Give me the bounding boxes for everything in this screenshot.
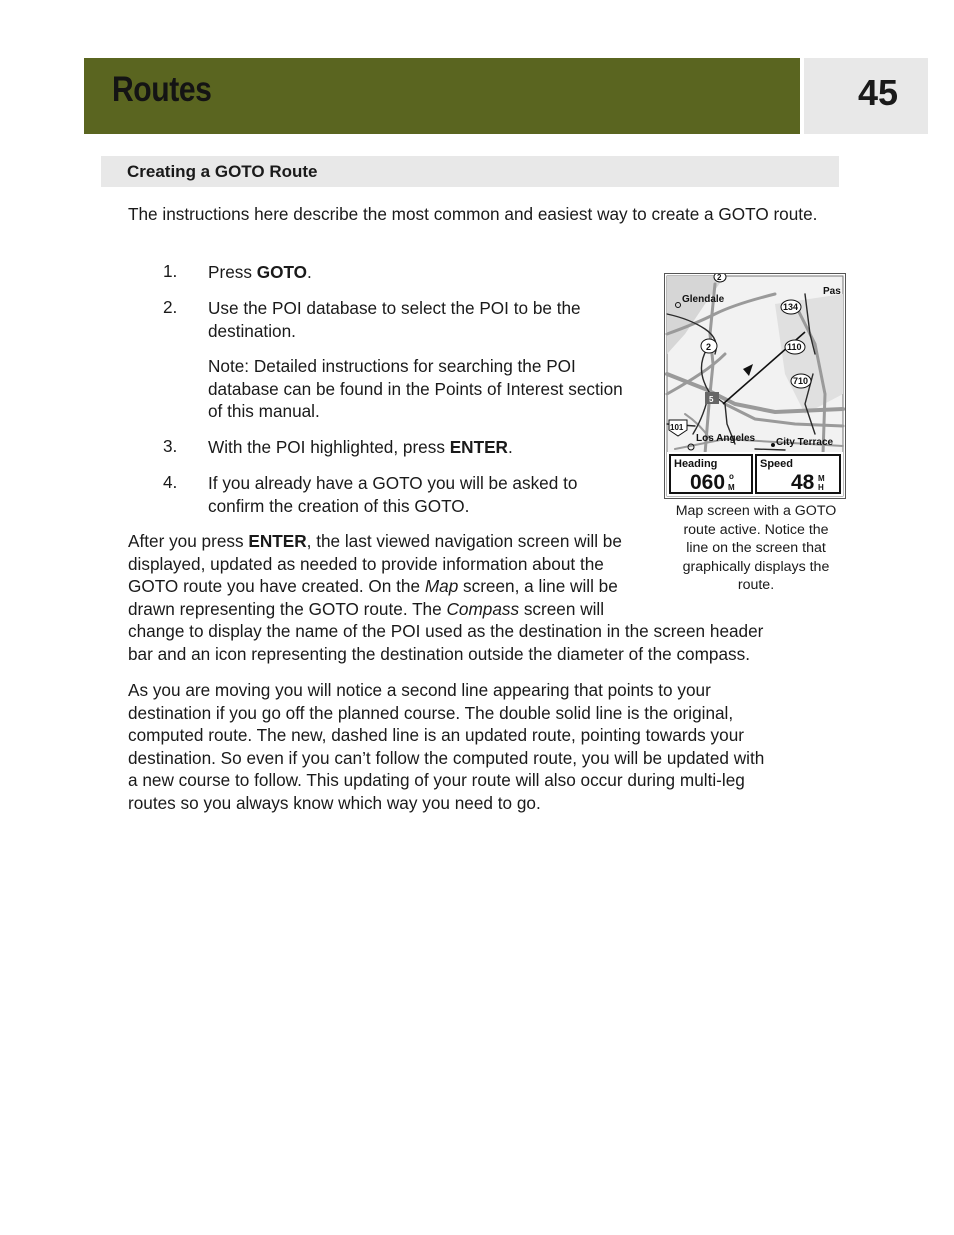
heading-field-label: Heading <box>674 458 718 470</box>
section-heading-bar <box>101 156 839 187</box>
step-text: With the POI highlighted, press ENTER. <box>208 437 513 457</box>
heading-unit-degree: o <box>729 472 734 481</box>
route-shield-5: 5 <box>709 395 714 404</box>
step-number: 4. <box>163 472 178 492</box>
note-text: Note: Detailed instructions for searching the POI database can be found in the Points of Interest section of this manual. <box>208 356 623 421</box>
map-screen-image <box>665 274 845 498</box>
step-text: Use the POI database to select the POI to be the destination. <box>208 298 581 341</box>
heading-unit-m: M <box>728 483 735 492</box>
route-shield-710: 710 <box>793 376 809 386</box>
step-number: 2. <box>163 297 178 317</box>
step-text: If you already have a GOTO you will be asked to confirm the creation of this GOTO. <box>208 473 578 516</box>
chapter-header-bar <box>84 58 800 134</box>
section-title: Creating a GOTO Route <box>127 162 318 181</box>
map-label-city-terrace: City Terrace <box>776 437 834 448</box>
intro-paragraph: The instructions here describe the most common and easiest way to create a GOTO route. <box>128 204 818 224</box>
figure-caption: Map screen with a GOTO route active. Notice the line on the screen that graphically displays the route. <box>675 503 837 593</box>
after-enter-paragraph: After you press ENTER, the last viewed navigation screen will be displayed, updated as needed to provide information about the GOTO route you have created. On the Map screen, a line will be drawn representing the GOTO route. The Compass screen will change to display the name of the POI used as the destination in the screen header bar and an icon representing the destination outside the diameter of the compass. <box>128 531 764 664</box>
route-shield-110: 110 <box>787 342 802 352</box>
page-number: 45 <box>857 72 898 113</box>
moving-paragraph: As you are moving you will notice a second line appearing that points to your destination if you go off the planned course. The double solid line is the original, computed route. The new, dashed line is an updated route, pointing towards your destination. So even if you can’t follow the computed route, you will be updated with a new course to follow. This updating of your route will also occur during multi-leg routes so you always know which way you need to go. <box>128 680 765 813</box>
speed-unit-m: M <box>818 474 825 483</box>
step-text: Press GOTO. <box>208 262 312 282</box>
speed-unit-h: H <box>818 483 824 492</box>
gps-map-screen-figure <box>664 273 846 499</box>
map-label-los-angeles: Los Angeles <box>696 433 756 444</box>
route-shield-2-top: 2 <box>717 274 722 282</box>
chapter-title: Routes <box>112 70 212 109</box>
heading-field-value: 060 <box>690 471 726 494</box>
step-number: 1. <box>163 261 178 281</box>
route-shield-2: 2 <box>706 342 712 352</box>
speed-field-label: Speed <box>760 458 794 470</box>
route-shield-134: 134 <box>783 302 799 312</box>
map-label-pas: Pas <box>823 286 841 297</box>
map-label-glendale: Glendale <box>682 294 725 305</box>
page-number-box <box>804 58 928 134</box>
speed-field-value: 48 <box>791 471 815 494</box>
route-shield-101: 101 <box>670 423 684 432</box>
step-number: 3. <box>163 436 178 456</box>
